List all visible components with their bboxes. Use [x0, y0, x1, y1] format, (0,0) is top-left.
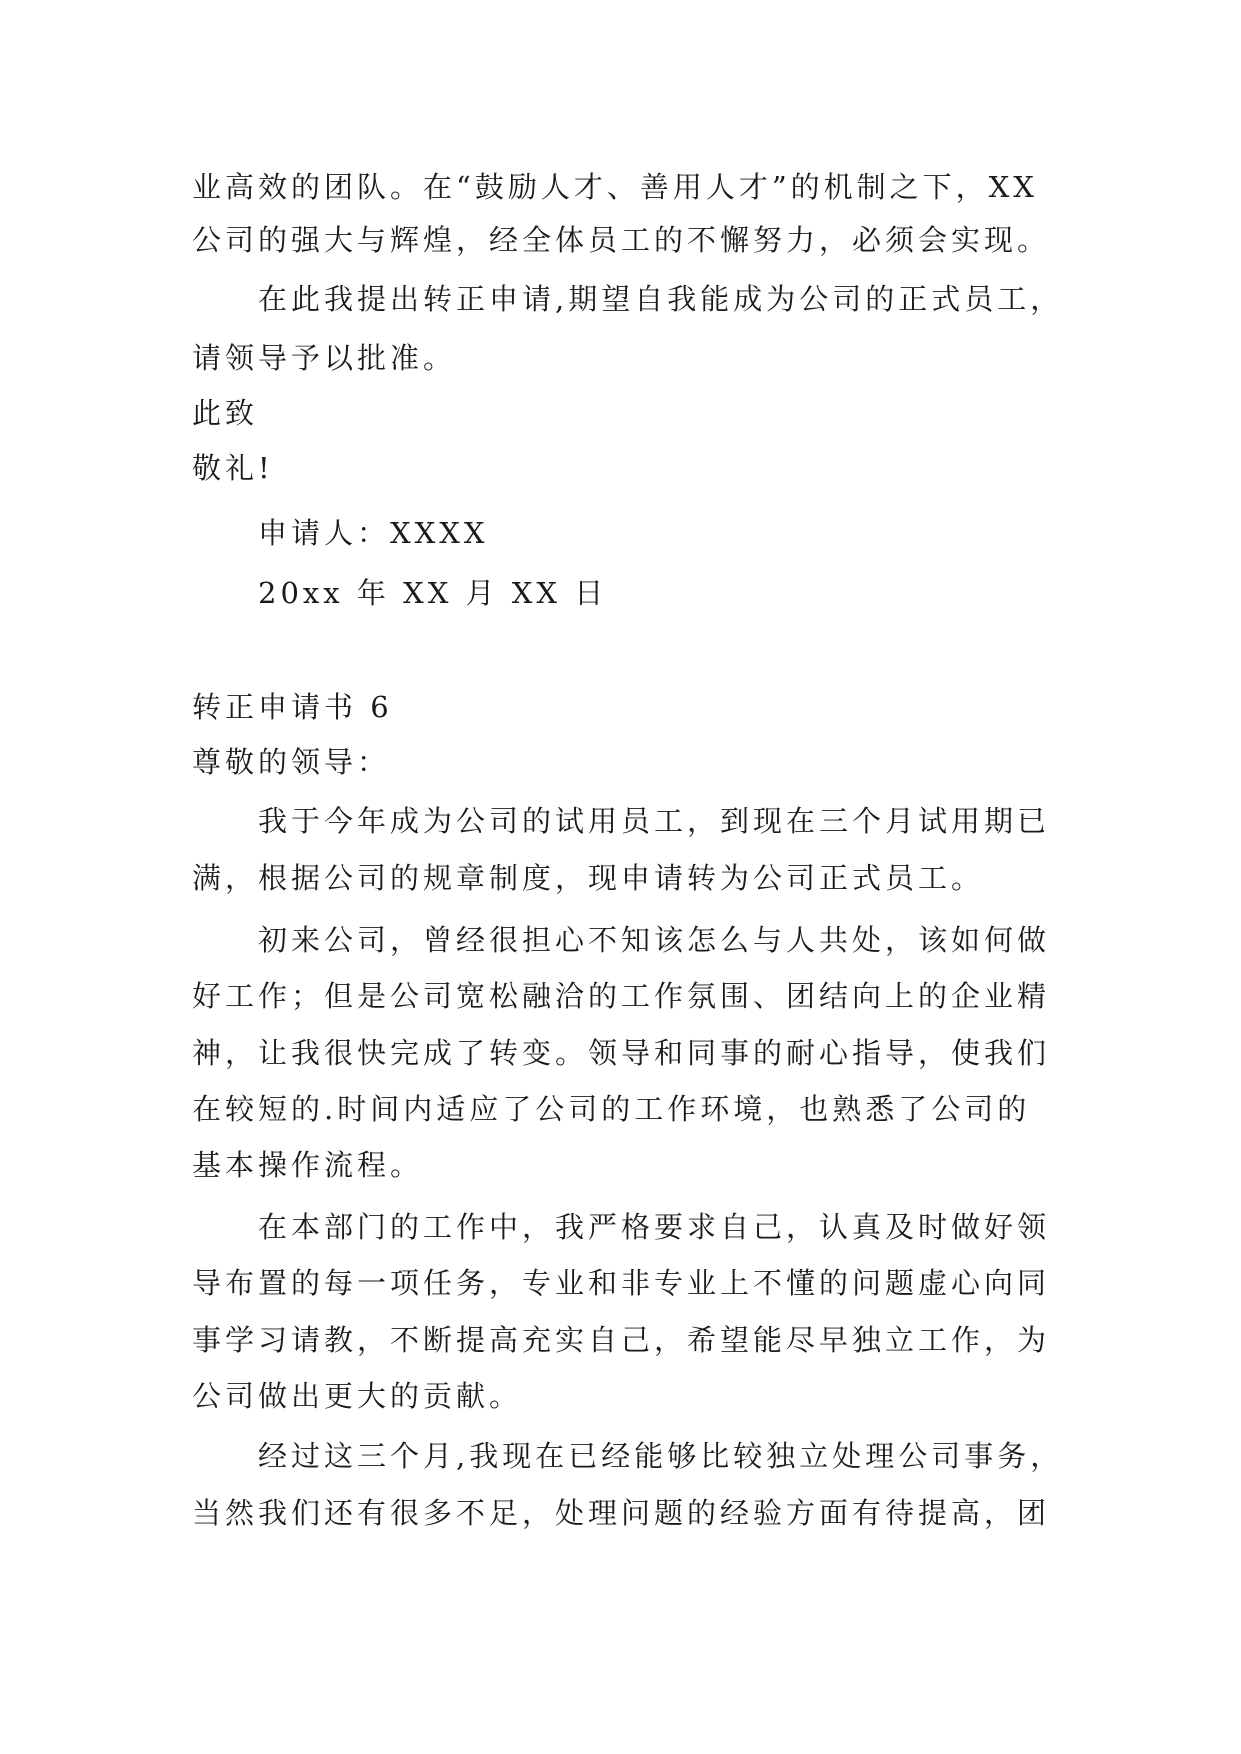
paragraph-line: 导布置的每一项任务，专业和非专业上不懂的问题虚心向同 — [192, 1266, 1051, 1300]
closing-regards: 敬礼! — [192, 451, 274, 485]
paragraph-line: 请领导予以批准。 — [192, 341, 457, 375]
paragraph-line: 在本部门的工作中，我严格要求自己，认真及时做好领 — [258, 1210, 1051, 1244]
paragraph-line: 事学习请教，不断提高充实自己，希望能尽早独立工作，为 — [192, 1323, 1051, 1357]
paragraph-line: 满，根据公司的规章制度，现申请转为公司正式员工。 — [192, 861, 985, 895]
date-line: 20xx 年 XX 月 XX 日 — [258, 576, 608, 610]
paragraph-line: 公司做出更大的贡献。 — [192, 1379, 523, 1413]
paragraph-line: 初来公司，曾经很担心不知该怎么与人共处，该如何做 — [258, 923, 1051, 957]
paragraph-line: 好工作；但是公司宽松融洽的工作氛围、团结向上的企业精 — [192, 979, 1051, 1013]
section-title: 转正申请书 6 — [192, 690, 393, 724]
paragraph-line: 经过这三个月,我现在已经能够比较独立处理公司事务， — [258, 1439, 1064, 1473]
paragraph-line: 公司的强大与辉煌，经全体员工的不懈努力，必须会实现。 — [192, 223, 1051, 257]
paragraph-line: 当然我们还有很多不足，处理问题的经验方面有待提高，团 — [192, 1496, 1051, 1530]
closing-salutation: 此致 — [192, 396, 259, 430]
greeting: 尊敬的领导： — [192, 745, 391, 779]
paragraph-line: 神，让我很快完成了转变。领导和同事的耐心指导，使我们 — [192, 1036, 1051, 1070]
paragraph-line: 业高效的团队。在“鼓励人才、善用人才”的机制之下，XX — [192, 170, 1038, 204]
applicant-signature: 申请人：XXXX — [258, 516, 489, 550]
paragraph-line: 在此我提出转正申请,期望自我能成为公司的正式员工， — [258, 282, 1064, 316]
paragraph-line: 基本操作流程。 — [192, 1148, 424, 1182]
paragraph-line: 在较短的.时间内适应了公司的工作环境，也熟悉了公司的 — [192, 1092, 1031, 1126]
paragraph-line: 我于今年成为公司的试用员工，到现在三个月试用期已 — [258, 804, 1051, 838]
